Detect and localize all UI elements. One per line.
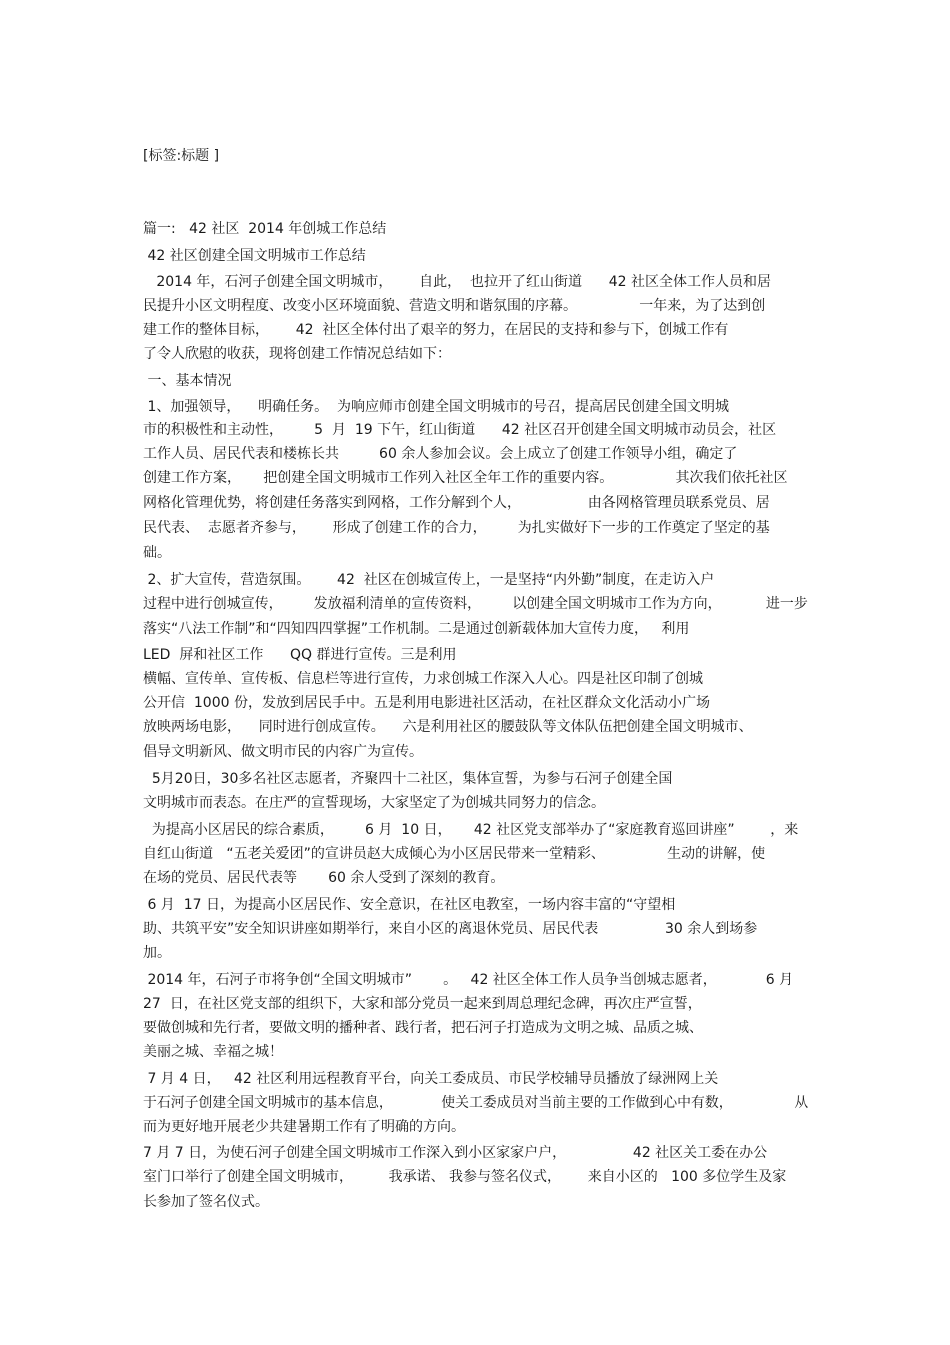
text-line: 1、加强领导， 明确任务。 为响应师市创建全国文明城市的号召，提高居民创建全国文明城 [143, 399, 730, 415]
text-line: 5月20日，30多名社区志愿者，齐聚四十二社区，集体宣誓，为参与石河子创建全国 [143, 771, 673, 787]
text-line: 加。 [143, 945, 171, 961]
article-title: 篇一: 42 社区 2014 年创城工作总结 [143, 221, 387, 237]
text-line: 自红山街道 “五老关爱团”的宣讲员赵大成倾心为小区居民带来一堂精彩、 生动的讲解，使 [143, 846, 766, 862]
text-line: 横幅、宣传单、宣传板、信息栏等进行宣传，力求创城工作深入人心。四是社区印制了创城 [143, 671, 703, 687]
text-line: 过程中进行创城宣传， 发放福利清单的宣传资料， 以创建全国文明城市工作为方向， 进一步 [143, 596, 808, 612]
text-line: 要做创城和先行者，要做文明的播种者、践行者，把石河子打造成为文明之城、品质之城、 [143, 1020, 703, 1036]
text-line: 2、扩大宣传，营造氛围。 42 社区在创城宣传上，一是坚持“内外勤”制度，在走访入户 [143, 572, 715, 588]
text-line: 7 月 4 日， 42 社区利用远程教育平台，向关工委成员、市民学校辅导员播放了绿洲网上关 [143, 1071, 719, 1087]
text-line: 放映两场电影， 同时进行创成宣传。 六是利用社区的腰鼓队等文体队伍把创建全国文明城市、 [143, 719, 753, 735]
text-line: 在场的党员、居民代表等 60 余人受到了深刻的教育。 [143, 870, 505, 886]
text-line: 工作人员、居民代表和楼栋长共 60 余人参加会议。会上成立了创建工作领导小组，确定了 [143, 446, 738, 462]
text-line: 民代表、 志愿者齐参与， 形成了创建工作的合力， 为扎实做好下一步的工作奠定了坚定的基 [143, 520, 770, 536]
text-line: 2014 年，石河子创建全国文明城市， 自此， 也拉开了红山街道 42 社区全体工作人员和居 [143, 274, 771, 290]
text-line: 倡导文明新风、做文明市民的内容广为宣传。 [143, 744, 423, 760]
text-line: 长参加了签名仪式。 [143, 1194, 269, 1210]
section-heading: 一、基本情况 [143, 373, 232, 389]
text-line: 了令人欣慰的收获，现将创建工作情况总结如下： [143, 346, 451, 362]
text-line: 美丽之城、幸福之城！ [143, 1044, 283, 1060]
text-line: 文明城市而表态。在庄严的宣誓现场，大家坚定了为创城共同努力的信念。 [143, 795, 605, 811]
text-line: 助、共筑平安”安全知识讲座如期举行，来自小区的离退休党员、居民代表 30 余人到场参 [143, 921, 758, 937]
text-line: 于石河子创建全国文明城市的基本信息， 使关工委成员对当前主要的工作做到心中有数， 从 [143, 1095, 809, 1111]
text-line: 落实“八法工作制”和“四知四四掌握”工作机制。二是通过创新载体加大宣传力度， 利用 [143, 621, 690, 637]
text-line: 建工作的整体目标， 42 社区全体付出了艰辛的努力，在居民的支持和参与下，创城工作有 [143, 322, 729, 338]
text-line: 7 月 7 日，为使石河子创建全国文明城市工作深入到小区家家户户， 42 社区关工委在办公 [143, 1145, 768, 1161]
article-subtitle: 42 社区创建全国文明城市工作总结 [143, 248, 366, 264]
text-line: 公开信 1000 份，发放到居民手中。五是利用电影进社区活动，在社区群众文化活动小广场 [143, 695, 710, 711]
text-line: 27 日，在社区党支部的组织下，大家和部分党员一起来到周总理纪念碑，再次庄严宣誓， [143, 996, 702, 1012]
text-line: 网格化管理优势，将创建任务落实到网格，工作分解到个人， 由各网格管理员联系党员、居 [143, 495, 770, 511]
text-line: LED 屏和社区工作 QQ 群进行宣传。三是利用 [143, 647, 457, 663]
tag-label: [标签:标题 ] [143, 148, 220, 164]
text-line: 为提高小区居民的综合素质， 6 月 10 日， 42 社区党支部举办了“家庭教育巡回讲座” ，来 [143, 822, 799, 838]
text-line: 创建工作方案， 把创建全国文明城市工作列入社区全年工作的重要内容。 其次我们依托社区 [143, 470, 788, 486]
text-line: 而为更好地开展老少共建暑期工作有了明确的方向。 [143, 1119, 465, 1135]
text-line: 2014 年，石河子市将争创“全国文明城市” 。 42 社区全体工作人员争当创城志愿者， 6 月 [143, 972, 794, 988]
text-line: 室门口举行了创建全国文明城市， 我承诺、 我参与签名仪式， 来自小区的 100 多位学生及家 [143, 1169, 787, 1185]
text-line: 6 月 17 日，为提高小区居民作、安全意识，在社区电教室，一场内容丰富的“守望相 [143, 897, 676, 913]
text-line: 础。 [143, 545, 171, 561]
text-line: 民提升小区文明程度、改变小区环境面貌、营造文明和谐氛围的序幕。 一年来，为了达到创 [143, 298, 766, 314]
text-line: 市的积极性和主动性， 5 月 19 下午，红山街道 42 社区召开创建全国文明城市动员会，社区 [143, 422, 777, 438]
